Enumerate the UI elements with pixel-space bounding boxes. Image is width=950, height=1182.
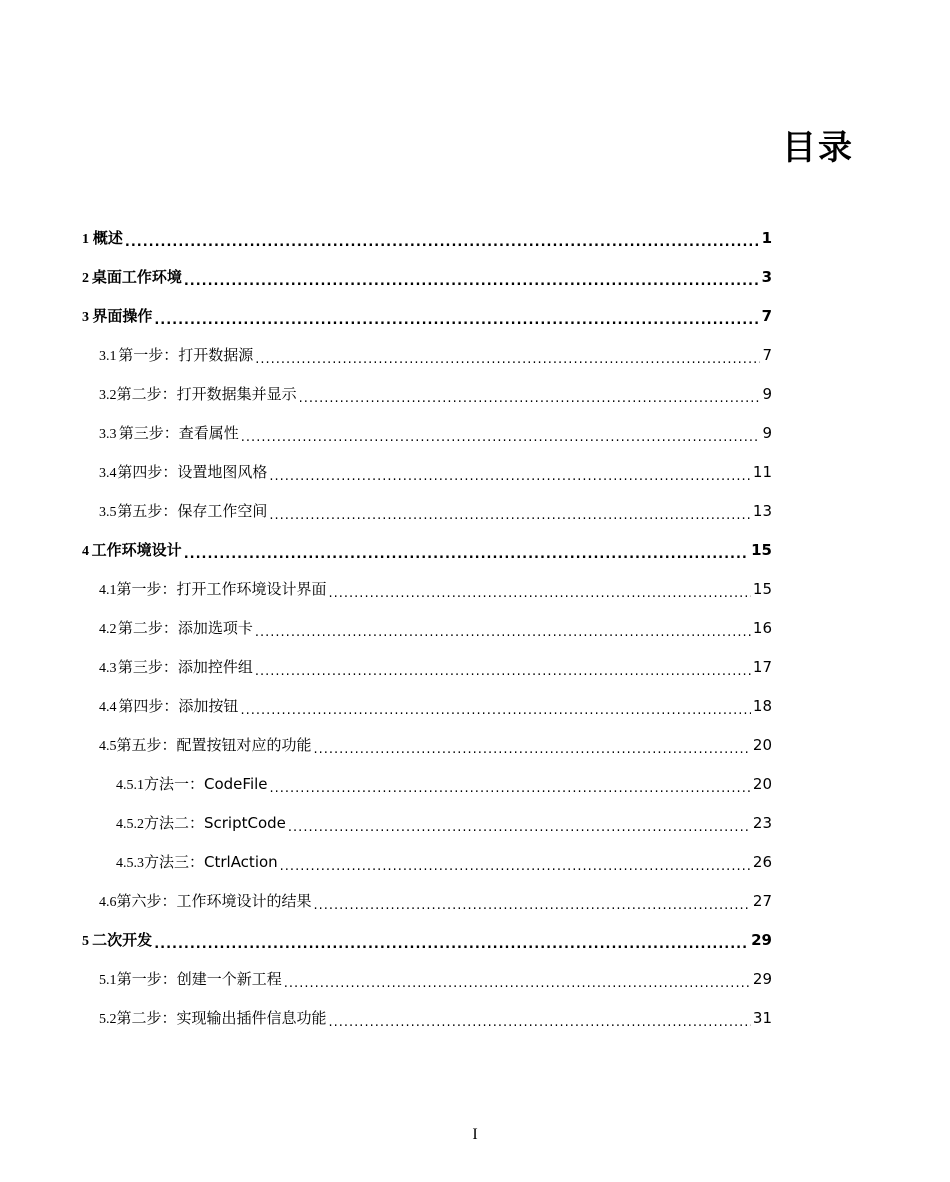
toc-entry-label: 第五步：配置按钮对应的功能	[116, 736, 312, 754]
toc-entry[interactable]	[82, 728, 772, 767]
toc-entry-number: 4.3	[99, 661, 117, 676]
toc-dot-leader	[125, 233, 760, 253]
toc-entry[interactable]	[82, 767, 772, 806]
toc-dot-leader	[284, 974, 751, 994]
toc-entry-number: 3.1	[99, 349, 117, 364]
toc-entry[interactable]	[82, 377, 772, 416]
toc-entry[interactable]	[82, 650, 772, 689]
toc-entry-page: 9	[762, 385, 772, 403]
toc-entry[interactable]	[82, 338, 772, 377]
toc-entry[interactable]	[82, 689, 772, 728]
toc-entry-page: 9	[762, 424, 772, 442]
toc-dot-leader	[280, 857, 751, 877]
toc-entry-label: 第一步：打开工作环境设计界面	[116, 580, 327, 598]
toc-entry[interactable]	[82, 1001, 772, 1040]
toc-entry-number: 5.1	[99, 973, 117, 988]
toc-entry-label: 第三步：查看属性	[118, 424, 239, 442]
toc-dot-leader	[270, 779, 751, 799]
toc-entry[interactable]	[82, 806, 772, 845]
toc-entry-page: 3	[761, 268, 772, 286]
toc-entry-page: 18	[752, 697, 772, 715]
toc-entry-number: 5.2	[99, 1012, 117, 1027]
toc-entry-number: 4.4	[99, 700, 117, 715]
toc-entry[interactable]	[82, 260, 772, 299]
toc-entry-label: 第四步：设置地图风格	[117, 463, 268, 481]
page-number: I	[472, 1126, 478, 1143]
toc-entry[interactable]	[82, 572, 772, 611]
toc-entry[interactable]	[82, 299, 772, 338]
toc-entry-label: 第一步：打开数据源	[118, 346, 254, 364]
toc-entry-label: 第一步：创建一个新工程	[116, 970, 282, 988]
toc-entry[interactable]	[82, 494, 772, 533]
toc-entry-number: 4.5.1	[116, 778, 144, 793]
toc-entry-page: 16	[752, 619, 772, 637]
toc-dot-leader	[314, 896, 751, 916]
toc-entry-page: 7	[761, 307, 772, 325]
toc-entry[interactable]	[82, 221, 772, 260]
toc-entry[interactable]	[82, 962, 772, 1001]
toc-entry-number: 3.4	[99, 466, 117, 481]
toc-dot-leader	[255, 662, 751, 682]
toc-entry-page: 20	[752, 775, 772, 793]
toc-entry-page: 23	[752, 814, 772, 832]
toc-dot-leader	[329, 1013, 751, 1033]
toc-dot-leader	[329, 584, 751, 604]
toc-entry[interactable]	[82, 533, 772, 572]
toc-entry-page: 29	[751, 931, 772, 949]
toc-entry-page: 31	[752, 1009, 772, 1027]
toc-dot-leader	[154, 311, 759, 331]
toc-dot-leader	[299, 389, 761, 409]
toc-dot-leader	[314, 740, 751, 760]
table-of-contents	[82, 221, 772, 1040]
toc-entry-number: 4	[82, 544, 89, 559]
toc-entry-page: 27	[752, 892, 772, 910]
toc-entry-number: 3.2	[99, 388, 117, 403]
toc-entry-label: 第二步：添加选项卡	[117, 619, 253, 637]
toc-entry-page: 15	[751, 541, 772, 559]
toc-entry-number: 4.5.3	[116, 856, 144, 871]
toc-entry-label: 界面操作	[92, 307, 153, 325]
toc-dot-leader	[154, 935, 749, 955]
toc-entry[interactable]	[82, 845, 772, 884]
toc-dot-leader	[288, 818, 751, 838]
toc-entry-number: 4.1	[99, 583, 117, 598]
toc-dot-leader	[241, 428, 761, 448]
toc-entry[interactable]	[82, 416, 772, 455]
toc-dot-leader	[184, 545, 749, 565]
toc-dot-leader	[255, 623, 751, 643]
toc-entry-number: 5	[82, 934, 89, 949]
toc-entry-page: 15	[752, 580, 772, 598]
toc-entry-label: 方法三：CtrlAction	[144, 853, 278, 871]
toc-entry-number: 4.5	[99, 739, 117, 754]
toc-entry-page: 13	[752, 502, 772, 520]
toc-entry[interactable]	[82, 923, 772, 962]
toc-dot-leader	[269, 506, 751, 526]
toc-entry-page: 26	[752, 853, 772, 871]
toc-entry-label: 方法二：ScriptCode	[144, 814, 286, 832]
toc-dot-leader	[184, 272, 760, 292]
toc-entry-label: 二次开发	[92, 931, 153, 949]
toc-entry[interactable]	[82, 455, 772, 494]
toc-entry-page: 17	[752, 658, 772, 676]
toc-entry[interactable]	[82, 884, 772, 923]
toc-entry-page: 7	[762, 346, 772, 364]
toc-entry-page: 20	[752, 736, 772, 754]
toc-entry-number: 4.5.2	[116, 817, 144, 832]
page-title: 目录	[782, 128, 854, 168]
toc-entry-label: 第三步：添加控件组	[117, 658, 253, 676]
toc-entry-label: 桌面工作环境	[91, 268, 182, 286]
toc-entry-label: 第五步：保存工作空间	[117, 502, 268, 520]
toc-entry-number: 3.5	[99, 505, 117, 520]
toc-entry-page: 11	[752, 463, 772, 481]
toc-entry-number: 4.6	[99, 895, 117, 910]
toc-entry-label: 方法一：CodeFile	[144, 775, 268, 793]
toc-entry-number: 2	[82, 271, 89, 286]
toc-entry-label: 第二步：实现输出插件信息功能	[116, 1009, 327, 1027]
toc-entry-label: 概述	[92, 229, 123, 247]
toc-entry-label: 第六步：工作环境设计的结果	[116, 892, 312, 910]
toc-entry-page: 29	[752, 970, 772, 988]
toc-entry-label: 第二步：打开数据集并显示	[116, 385, 297, 403]
toc-entry[interactable]	[82, 611, 772, 650]
toc-entry-number: 4.2	[99, 622, 117, 637]
toc-dot-leader	[240, 701, 750, 721]
toc-dot-leader	[255, 350, 760, 370]
toc-entry-number: 1	[82, 232, 89, 247]
toc-entry-page: 1	[761, 229, 772, 247]
toc-entry-number: 3	[82, 310, 89, 325]
toc-entry-number: 3.3	[99, 427, 117, 442]
toc-entry-label: 第四步：添加按钮	[118, 697, 239, 715]
toc-dot-leader	[269, 467, 751, 487]
toc-entry-label: 工作环境设计	[91, 541, 182, 559]
